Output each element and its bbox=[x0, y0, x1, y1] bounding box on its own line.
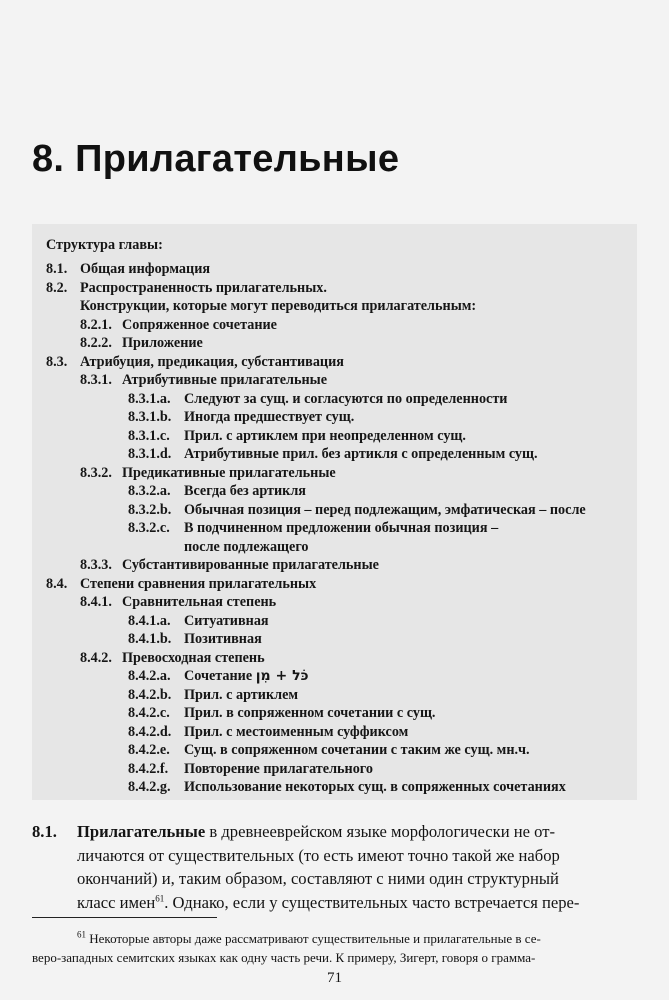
toc-text: Следуют за сущ. и согласуются по определенности bbox=[184, 390, 508, 407]
paragraph-line bbox=[77, 820, 555, 844]
toc-number: 8.1. bbox=[46, 261, 68, 277]
toc-number: 8.4.2.c. bbox=[128, 705, 170, 721]
toc-number: 8.3.1.c. bbox=[128, 427, 170, 444]
toc-number: 8.3.2.b. bbox=[128, 501, 172, 518]
toc-text: Использование некоторых сущ. в сопряженных сочетаниях bbox=[184, 779, 566, 795]
footnote-divider bbox=[32, 917, 217, 918]
toc-text: Обычная позиция – перед подлежащим, эмфатическая – после bbox=[184, 501, 586, 518]
footnote-reference: 61 bbox=[155, 892, 165, 903]
toc-text: В подчиненном предложении обычная позиция – bbox=[184, 520, 499, 536]
page-number: 71 bbox=[327, 970, 342, 986]
toc-number: 8.2.1. bbox=[80, 316, 112, 333]
toc-text: Прил. с местоименным суффиксом bbox=[184, 723, 409, 740]
toc-number: 8.3.1.a. bbox=[128, 390, 171, 407]
toc-text: Прил. с артиклем bbox=[184, 686, 299, 703]
toc-text: после подлежащего bbox=[184, 538, 309, 555]
toc-text: Превосходная степень bbox=[122, 649, 265, 666]
chapter-title: 8. Прилагательные bbox=[32, 138, 400, 180]
toc-text: Конструкции, которые могут переводиться прилагательным: bbox=[80, 298, 477, 314]
toc-text: Ситуативная bbox=[184, 612, 269, 629]
toc-heading: Структура главы: bbox=[46, 237, 163, 253]
toc-text: Всегда без артикля bbox=[184, 483, 306, 499]
toc-number: 8.3.2.c. bbox=[128, 520, 170, 536]
paragraph-line bbox=[77, 891, 579, 915]
toc-text: Атрибуция, предикация, субстантивация bbox=[80, 353, 344, 370]
paragraph-text: . Однако, если у существительных часто встречается пере- bbox=[164, 892, 580, 912]
toc-text: Общая информация bbox=[80, 261, 211, 277]
toc-text: Иногда предшествует сущ. bbox=[184, 409, 355, 425]
paragraph-line: личаются от существительных (то есть имеют точно такой же набор bbox=[77, 845, 560, 865]
toc-text: Субстантивированные прилагательные bbox=[122, 557, 379, 573]
bold-term: Прилагательные bbox=[77, 822, 206, 841]
paragraph-line: окончаний) и, таким образом, составляют с ними один структурный bbox=[77, 869, 559, 888]
toc-text: Сравнительная степень bbox=[122, 594, 277, 610]
section-number: 8.1. bbox=[32, 822, 57, 841]
toc-number: 8.3.2.a. bbox=[128, 483, 171, 499]
toc-number: 8.3.1. bbox=[80, 372, 112, 388]
toc-number: 8.2. bbox=[46, 279, 68, 296]
toc-number: 8.4.1.b. bbox=[128, 631, 172, 647]
toc-number: 8.3.1.d. bbox=[128, 446, 172, 462]
toc-text: Сущ. в сопряженном сочетании с таким же сущ. мн.ч. bbox=[184, 742, 530, 758]
toc-number: 8.4.1.a. bbox=[128, 612, 171, 629]
toc-text: Позитивная bbox=[184, 631, 262, 647]
chapter-structure-box bbox=[32, 224, 637, 800]
toc-text: Повторение прилагательного bbox=[184, 760, 373, 777]
toc-number: 8.4.2.b. bbox=[128, 686, 172, 703]
toc-text: Предикативные прилагательные bbox=[122, 464, 336, 481]
toc-text: Распространенность прилагательных. bbox=[80, 279, 327, 296]
toc-text: Атрибутивные прил. без артикля с определенным сущ. bbox=[184, 446, 538, 462]
toc-text-label: Сочетание bbox=[184, 668, 253, 684]
paragraph-text: класс имен bbox=[77, 892, 156, 912]
footnote-mark: 61 bbox=[77, 929, 86, 940]
toc-text: Прил. в сопряженном сочетании с сущ. bbox=[184, 705, 436, 721]
toc-number: 8.4.1. bbox=[80, 594, 112, 610]
footnote-line: веро-западных семитских языках как одну часть речи. К примеру, Зигерт, говоря о грамма- bbox=[32, 950, 536, 965]
toc-number: 8.4. bbox=[46, 575, 68, 592]
toc-number: 8.4.2.e. bbox=[128, 742, 170, 758]
toc-number: 8.4.2. bbox=[80, 649, 112, 666]
toc-number: 8.2.2. bbox=[80, 335, 112, 351]
toc-text: Сопряженное сочетание bbox=[122, 316, 277, 333]
toc-text: Прил. с артиклем при неопределенном сущ. bbox=[184, 427, 466, 444]
toc-text: Атрибутивные прилагательные bbox=[122, 372, 328, 388]
toc-number: 8.4.2.g. bbox=[128, 779, 171, 795]
toc-number: 8.4.2.a. bbox=[128, 668, 171, 684]
toc-number: 8.4.2.f. bbox=[128, 760, 169, 777]
toc-number: 8.4.2.d. bbox=[128, 723, 172, 740]
toc-number: 8.3. bbox=[46, 353, 68, 370]
footnote-line bbox=[77, 929, 541, 948]
toc-number: 8.3.2. bbox=[80, 464, 112, 481]
paragraph-text: в древнееврейском языке морфологически не от- bbox=[205, 822, 555, 841]
toc-text bbox=[184, 667, 309, 685]
hebrew-expression: כֹּל + מִן bbox=[255, 668, 309, 684]
toc-number: 8.3.1.b. bbox=[128, 409, 172, 425]
footnote-text: Некоторые авторы даже рассматривают существительные и прилагательные в се- bbox=[86, 931, 541, 946]
toc-text: Приложение bbox=[122, 335, 203, 351]
toc-number: 8.3.3. bbox=[80, 557, 112, 573]
toc-text: Степени сравнения прилагательных bbox=[80, 575, 317, 592]
